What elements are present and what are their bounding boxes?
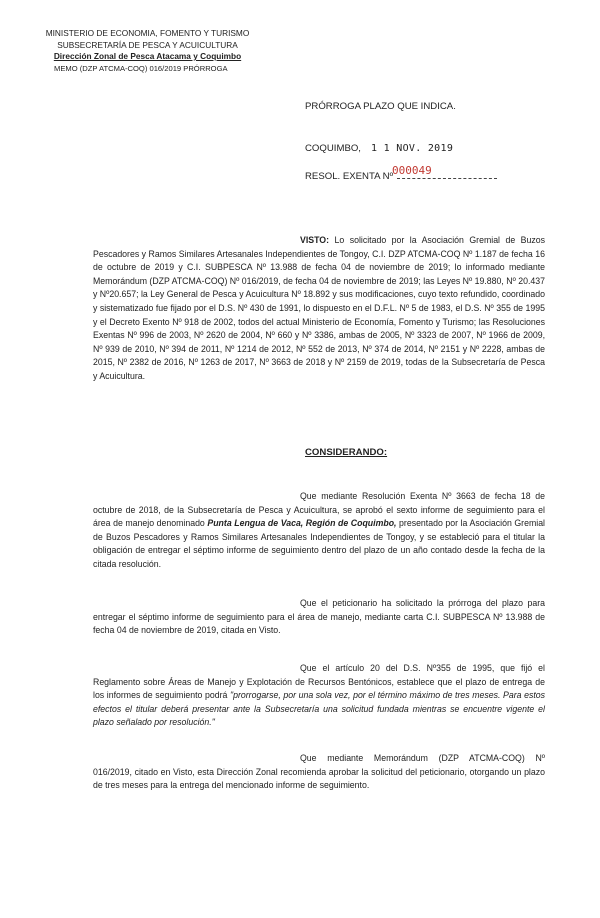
considerando-paragraph-4 <box>93 752 545 793</box>
subsecretaria-name: SUBSECRETARÍA DE PESCA Y ACUICULTURA <box>57 39 238 50</box>
letterhead <box>40 28 255 74</box>
date-stamp: 1 1 NOV. 2019 <box>370 143 454 154</box>
visto-label: VISTO: <box>300 235 330 245</box>
place-date-line <box>305 143 453 154</box>
area-name: Punta Lengua de Vaca, Región de Coquimbo, <box>207 518 397 529</box>
resolution-line <box>305 164 497 182</box>
ministry-name: MINISTERIO DE ECONOMIA, FOMENTO Y TURISMO <box>45 28 250 38</box>
place: COQUIMBO, <box>305 143 361 154</box>
paragraph-2-text: Que el peticionario ha solicitado la prórroga del plazo para entregar el séptimo informe de seguimiento para el área de manejo, mediante carta C.I. SUBPESCA Nº 13.988 de fecha 04 de noviembre de 2019, citada en Visto. <box>93 598 545 636</box>
paragraph-1-text-cont: presentado por la Asociación Gremial de Buzos Pescadores y Ramos Similares Artesanales Independientes de Tongoy, y se estableció para el titular la obligación de entregar el séptimo informe de seguimiento dentro del plazo de un año contado desde la fecha de la citada resolución. <box>93 518 546 569</box>
direccion-zonal: Dirección Zonal de Pesca Atacama y Coquimbo <box>53 51 242 61</box>
regulation-quote: "prorrogarse, por una sola vez, por el término máximo de tres meses. Para estos efectos el titular deberá presentar ante la Subsecretaría una solicitud fundada mientras se encuentre vigente el plazo señalado por resolución." <box>93 690 545 728</box>
considerando-paragraph-2 <box>93 597 545 638</box>
paragraph-3-text: Que el artículo 20 del D.S. Nº355 de 1995, que fijó el Reglamento sobre Áreas de Manejo y Explotación de Recursos Bentónicos, establece que el plazo de entrega de los informes de seguimiento podrá <box>93 663 545 701</box>
visto-paragraph <box>93 234 545 384</box>
memo-reference: MEMO (DZP ATCMA-COQ) 016/2019 PRÓRROGA <box>54 63 228 73</box>
paragraph-4-text: Que mediante Memorándum (DZP ATCMA-COQ) Nº 016/2019, citado en Visto, esta Dirección Zonal recomienda aprobar la solicitud del peticionario, otorgando un plazo de tres meses para la entrega del mencionado informe de seguimiento. <box>93 753 545 791</box>
resolution-number-stamp: 000049 <box>392 164 432 177</box>
resolution-label: RESOL. EXENTA Nº <box>305 171 394 182</box>
considerando-heading: CONSIDERANDO: <box>305 447 388 458</box>
paragraph-1-text: Que mediante Resolución Exenta Nº 3663 de fecha 18 de octubre de 2018, de la Subsecretaría de Pesca y Acuicultura, se aprobó el sexto informe de seguimiento para el área de manejo denominado <box>93 491 545 529</box>
considerando-paragraph-3 <box>93 662 545 730</box>
visto-text: Lo solicitado por la Asociación Gremial de Buzos Pescadores y Ramos Similares Artesanales Independientes de Tongoy, C.I. DZP ATCMA-COQ Nº 1.187 de fecha 16 de octubre de 2019 y C.I. SUBPESCA Nº 13.988 de fecha 04 de noviembre de 2019; lo informado mediante Memorándum (DZP ATCMA-COQ) Nº 016/2019, de fecha 04 de noviembre de 2019; las Leyes Nº 19.880, Nº 20.437 y Nº20.657; la Ley General de Pesca y Acuicultura Nº 18.892 y sus modificaciones, cuyo texto refundido, coordinado y sistematizado fue fijado por el D.S. Nº 430 de 1991, lo dispuesto en el D.F.L. Nº 5 de 1983, el D.S. Nº 355 de 1995 y el Decreto Exento Nº 918 de 2002, todos del actual Ministerio de Economía, Fomento y Turismo; las Resoluciones Exentas Nº 996 de 2003, Nº 2620 de 2004, Nº 660 y Nº 3386, ambas de 2005, Nº 3323 de 2007, Nº 1966 de 2009, Nº 939 de 2010, Nº 394 de 2011, Nº 1214 de 2012, Nº 552 de 2013, Nº 374 de 2014, Nº 2151 y Nº 2228, ambas de 2015, Nº 2382 de 2016, Nº 1263 de 2017, Nº 3663 de 2018 y Nº 2159 de 2019, todas de la Subsecretaría de Pesca y Acuicultura. <box>93 235 545 381</box>
subject-line: PRÓRROGA PLAZO QUE INDICA. <box>305 101 456 112</box>
considerando-paragraph-1 <box>93 490 545 572</box>
